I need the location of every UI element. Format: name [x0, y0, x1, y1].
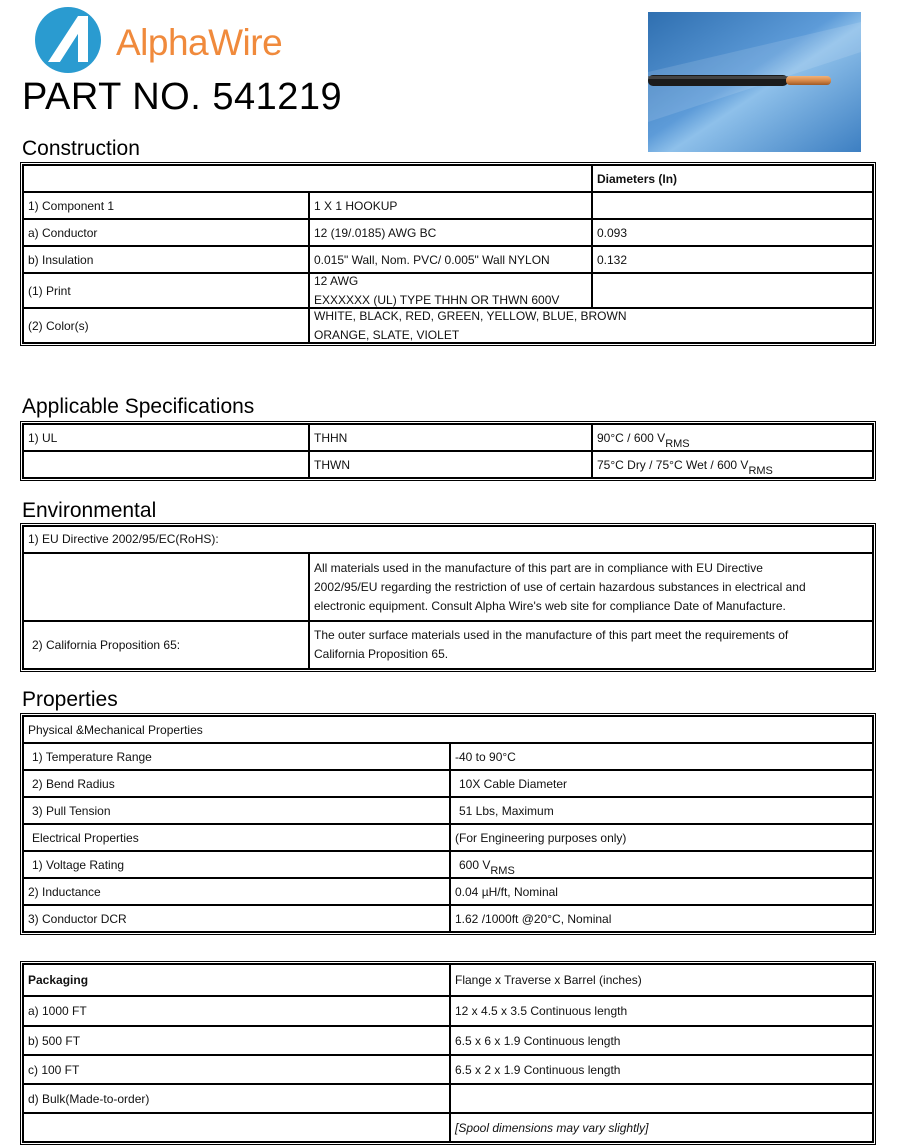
row-diameter — [592, 192, 873, 219]
property-label: 2) Inductance — [23, 878, 450, 905]
row-label: (2) Color(s) — [23, 308, 309, 343]
physical-header: Physical &Mechanical Properties — [23, 716, 873, 743]
brand-name: AlphaWire — [116, 22, 283, 63]
packaging-table — [20, 961, 876, 1145]
packaging-label: a) 1000 FT — [23, 996, 450, 1026]
table-row — [23, 851, 873, 878]
row-value: 12 (19/.0185) AWG BC — [309, 219, 592, 246]
print-line-2: EXXXXXX (UL) TYPE THHN OR THWN 600V — [314, 293, 560, 307]
rohs-label: 1) EU Directive 2002/95/EC(RoHS): — [23, 526, 873, 553]
table-row — [23, 451, 873, 478]
row-value — [309, 273, 592, 308]
property-value: 1.62 /1000ft @20°C, Nominal — [450, 905, 873, 932]
prop65-label: 2) California Proposition 65: — [23, 621, 309, 669]
table-row — [23, 192, 873, 219]
colors-line-2: ORANGE, SLATE, VIOLET — [314, 328, 460, 342]
spec-label — [23, 451, 309, 478]
table-row — [23, 824, 873, 851]
alphawire-logo — [34, 4, 354, 74]
property-label: 3) Conductor DCR — [23, 905, 450, 932]
row-diameter — [592, 273, 873, 308]
spool-note: [Spool dimensions may vary slightly] — [450, 1113, 873, 1142]
table-row — [23, 621, 873, 669]
table-row — [23, 716, 873, 743]
rohs-text: All materials used in the manufacture of this part are in compliance with EU Directive 2002/95/EU regarding the restriction of use of certain hazardous substances in electrical and electronic equipment. Consult Alpha Wire's web site for compliance Date of Manufacture. — [309, 553, 873, 621]
table-row — [23, 1113, 873, 1142]
table-row — [23, 996, 873, 1026]
electrical-header: Electrical Properties — [23, 824, 450, 851]
property-value: -40 to 90°C — [450, 743, 873, 770]
specifications-title: Applicable Specifications — [22, 395, 255, 418]
property-label: 2) Bend Radius — [23, 770, 450, 797]
row-value: 1 X 1 HOOKUP — [309, 192, 592, 219]
packaging-value — [450, 1084, 873, 1113]
table-row — [23, 308, 873, 343]
specifications-table — [20, 421, 876, 481]
packaging-label: b) 500 FT — [23, 1026, 450, 1055]
property-value: 600 VRMS — [450, 851, 873, 878]
row-diameter: 0.132 — [592, 246, 873, 273]
table-row — [23, 964, 873, 996]
table-row — [23, 424, 873, 451]
colors-line-1: WHITE, BLACK, RED, GREEN, YELLOW, BLUE, BROWN — [314, 309, 627, 323]
table-row — [23, 526, 873, 553]
construction-table — [20, 162, 876, 346]
packaging-label: c) 100 FT — [23, 1055, 450, 1084]
row-label: 1) Component 1 — [23, 192, 309, 219]
table-row — [23, 165, 873, 192]
table-row — [23, 1026, 873, 1055]
property-value: 51 Lbs, Maximum — [450, 797, 873, 824]
packaging-value: 6.5 x 6 x 1.9 Continuous length — [450, 1026, 873, 1055]
row-label: (1) Print — [23, 273, 309, 308]
spec-label: 1) UL — [23, 424, 309, 451]
property-label: 1) Temperature Range — [23, 743, 450, 770]
spec-rating: 90°C / 600 VRMS — [592, 424, 873, 451]
property-label: 3) Pull Tension — [23, 797, 450, 824]
packaging-value: 12 x 4.5 x 3.5 Continuous length — [450, 996, 873, 1026]
spec-rating: 75°C Dry / 75°C Wet / 600 VRMS — [592, 451, 873, 478]
table-row — [23, 743, 873, 770]
table-row — [23, 878, 873, 905]
properties-table — [20, 713, 876, 935]
table-row — [23, 905, 873, 932]
property-value: 0.04 µH/ft, Nominal — [450, 878, 873, 905]
table-row — [23, 1055, 873, 1084]
row-value: 0.015" Wall, Nom. PVC/ 0.005" Wall NYLON — [309, 246, 592, 273]
environmental-table — [20, 523, 876, 672]
properties-title: Properties — [22, 688, 118, 711]
alphawire-logo-icon — [34, 4, 104, 74]
property-value: 10X Cable Diameter — [450, 770, 873, 797]
diameters-header: Diameters (In) — [592, 165, 873, 192]
spec-type: THHN — [309, 424, 592, 451]
environmental-title: Environmental — [22, 499, 157, 522]
spec-type: THWN — [309, 451, 592, 478]
print-line-1: 12 AWG — [314, 274, 359, 288]
prop65-text: The outer surface materials used in the manufacture of this part meet the requirements of California Proposition 65. — [309, 621, 873, 669]
row-diameter: 0.093 — [592, 219, 873, 246]
table-row — [23, 246, 873, 273]
property-label: 1) Voltage Rating — [23, 851, 450, 878]
table-row — [23, 273, 873, 308]
packaging-header: Packaging — [23, 964, 450, 996]
table-row — [23, 1084, 873, 1113]
row-label: b) Insulation — [23, 246, 309, 273]
table-row — [23, 770, 873, 797]
electrical-note: (For Engineering purposes only) — [450, 824, 873, 851]
packaging-value: 6.5 x 2 x 1.9 Continuous length — [450, 1055, 873, 1084]
part-number-title: PART NO. 541219 — [22, 76, 343, 118]
table-row — [23, 219, 873, 246]
row-label: a) Conductor — [23, 219, 309, 246]
table-row — [23, 553, 873, 621]
row-value — [309, 308, 873, 343]
construction-title: Construction — [22, 137, 140, 160]
table-row — [23, 797, 873, 824]
wire-product-image — [648, 12, 861, 152]
packaging-label: d) Bulk(Made-to-order) — [23, 1084, 450, 1113]
packaging-dims-header: Flange x Traverse x Barrel (inches) — [450, 964, 873, 996]
